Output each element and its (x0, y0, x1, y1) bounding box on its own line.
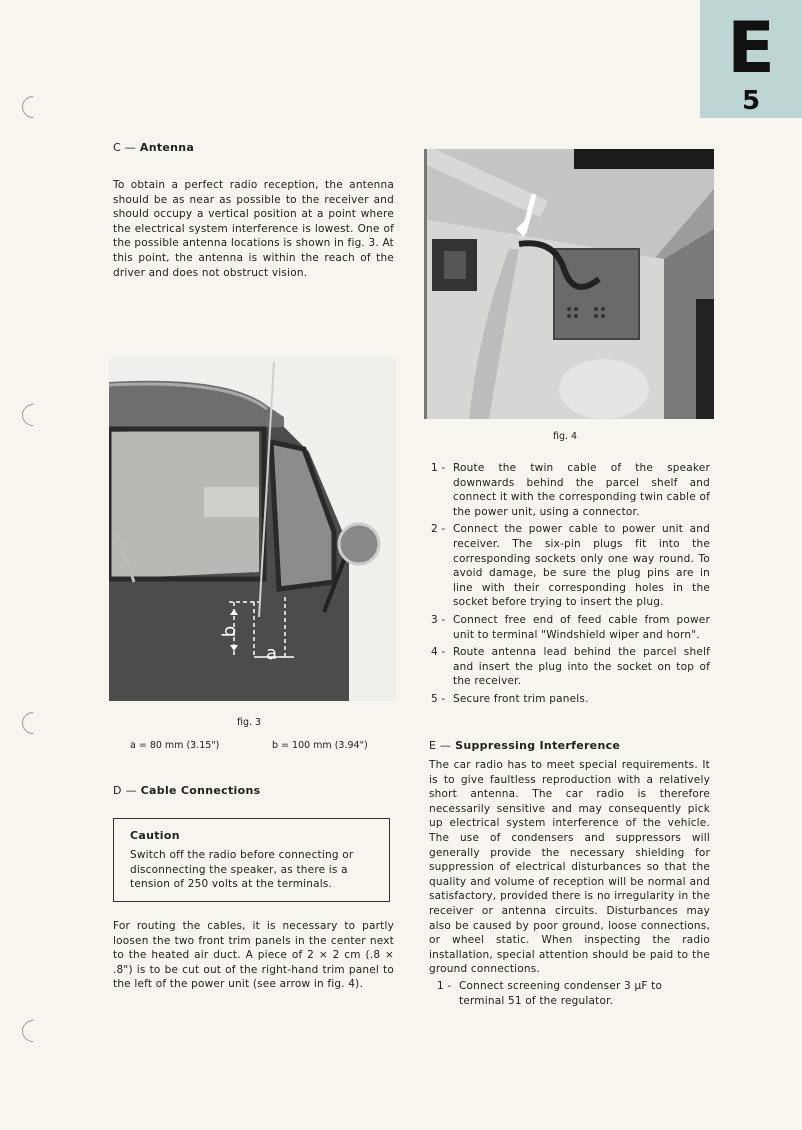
step-text: Route the twin cable of the speaker downwards behind the parcel shelf and connect it with the corresponding twin cable of the power unit, using a connector. (453, 462, 710, 518)
fig4-illustration (424, 149, 714, 419)
caution-text: Switch off the radio before connecting or disconnecting the speaker, as there is a tension of 250 volts at the terminals. (130, 849, 354, 891)
fig3-label-b: b (219, 625, 241, 638)
step-number: 1 - (431, 462, 446, 474)
list-item (437, 979, 710, 1008)
section-c-heading (113, 141, 194, 154)
section-c-title: Antenna (139, 141, 195, 154)
step-text: Connect free end of feed cable from power unit to terminal "Windshield wiper and horn". (453, 613, 710, 641)
binder-hole (17, 707, 48, 738)
section-c-text: To obtain a perfect radio reception, the antenna should be as near as possible to the receiver and should occupy a vertical position at a point where the electrical system interference is lowest. One of the possible antenna locations is shown in fig. 3. At this point, the antenna is within the reach of the driver and does not obstruct vision. (113, 179, 394, 279)
list-item (431, 461, 710, 519)
section-letter: E (727, 7, 775, 89)
section-c-prefix: C — (113, 141, 137, 154)
step-number: 3 - (431, 613, 446, 626)
list-item (431, 692, 710, 707)
fig3-label-a: a (266, 643, 278, 664)
section-d-title: Cable Connections (140, 784, 261, 797)
fig3-dimension-a: a = 80 mm (3.15") (130, 740, 220, 751)
list-item (431, 645, 710, 689)
binder-hole (17, 91, 48, 122)
section-e-heading (429, 739, 620, 752)
binder-hole (17, 1015, 48, 1046)
step-text: Connect screening condenser 3 μF to terminal 51 of the regulator. (459, 980, 663, 1007)
binder-hole (17, 399, 48, 430)
caution-box (113, 818, 390, 902)
step-number: 4 - (431, 646, 446, 659)
step-number: 2 - (431, 523, 446, 536)
page-number: 5 (741, 86, 761, 116)
fig4-caption: fig. 4 (553, 431, 578, 442)
fig3-illustration (109, 357, 396, 701)
fig3-photo (109, 357, 396, 701)
list-item (431, 613, 710, 642)
step-number: 1 - (437, 980, 452, 992)
step-text: Secure front trim panels. (453, 692, 589, 705)
section-e-title: Suppressing Interference (455, 739, 621, 752)
section-d-heading (113, 784, 260, 797)
step-text: Connect the power cable to power unit and receiver. The six-pin plugs fit into the corresponding sockets only one way round. To avoid damage, be sure the plug pins are in line with their corresponding holes in the socket before trying to insert the plug. (453, 523, 710, 609)
suppression-steps-list (437, 979, 710, 1011)
cable-steps-list (431, 461, 710, 710)
step-number: 5 - (431, 692, 446, 705)
section-tab (700, 0, 802, 118)
fig3-caption: fig. 3 (237, 717, 262, 728)
section-e-prefix: E — (429, 739, 452, 752)
section-d-text: For routing the cables, it is necessary to partly loosen the two front trim panels in the center next to the heated air duct. A piece of 2 × 2 cm (.8 × .8") is to be cut out of the right-hand trim panel to the left of the power unit (see arrow in fig. 4). (113, 920, 394, 991)
section-e-text: The car radio has to meet special requirements. It is to give faultless reproduction with a relatively short antenna. The car radio is therefore necessarily sensitive and may consequently pick up electrical system interference of the vehicle. The use of condensers and suppressors will generally provide the necessary shielding for suppression of electrical disturbances so that the quality and volume of reception will be normal and satisfactory, provided there is no irregularity in the receiver or antenna circuits. Disturbances may also be caused by poor ground, loose connections, or wheel static. When inspecting the radio installation, special attention should be paid to the ground connections. (429, 759, 710, 976)
section-d-prefix: D — (113, 784, 137, 797)
caution-title: Caution (130, 829, 180, 842)
fig4-photo (424, 149, 714, 419)
fig3-dimension-b: b = 100 mm (3.94") (272, 740, 368, 751)
step-text: Route antenna lead behind the parcel shelf and insert the plug into the socket on top of the receiver. (453, 646, 710, 688)
list-item (431, 522, 710, 610)
